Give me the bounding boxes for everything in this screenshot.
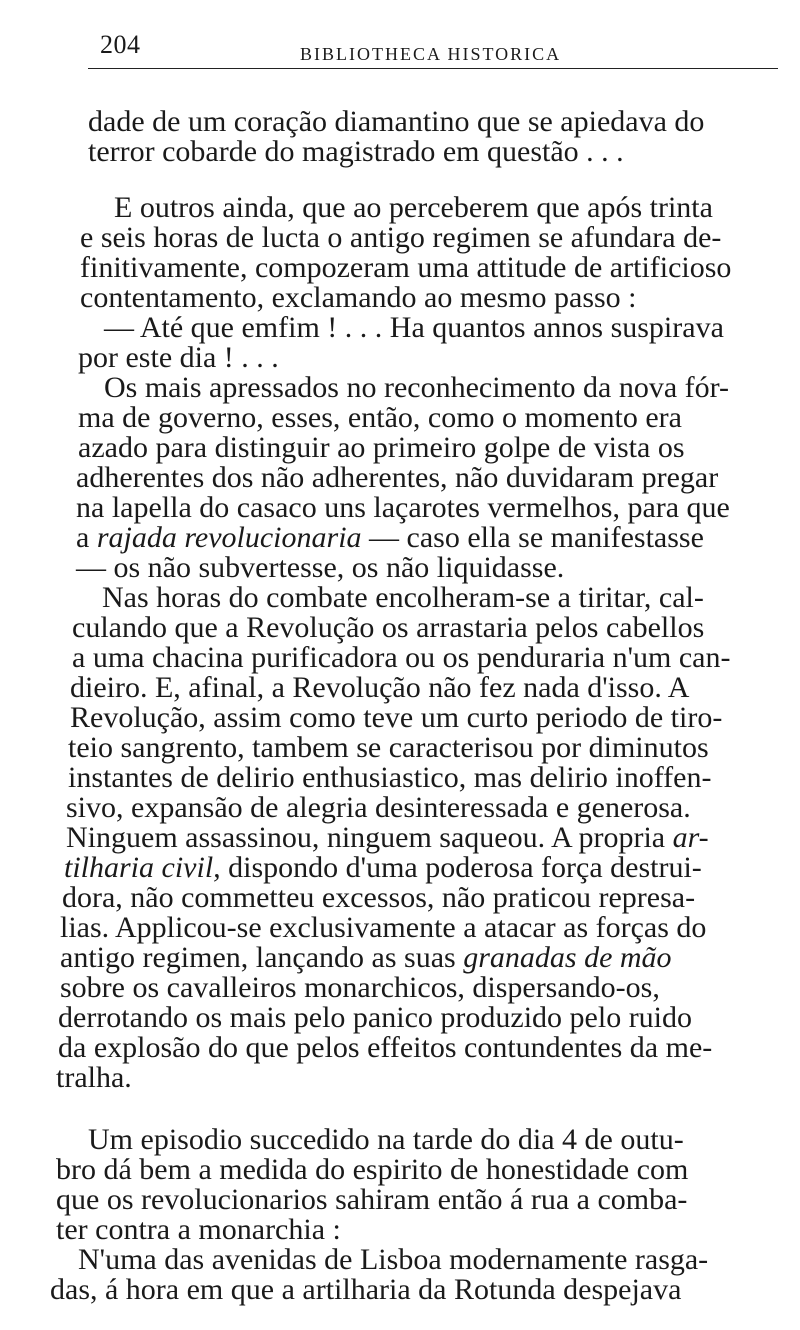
italic-phrase: granadas de mão (463, 941, 672, 974)
text-line: terror cobarde do magistrado em questão . . . (88, 135, 624, 168)
text-line: sivo, expansão de alegria desinteressada e generosa. (66, 791, 691, 824)
text-line: culando que a Revolução os arrastaria pelos cabellos (72, 611, 705, 644)
text-line: E outros ainda, que ao perceberem que após trinta (114, 191, 713, 224)
text-line: que os revolucionarios sahiram então á rua a comba- (56, 1183, 688, 1216)
line-text: Ninguem assassinou, ninguem saqueou. A propria (66, 821, 673, 854)
text-line: das, á hora em que a artilharia da Rotunda despejava (50, 1273, 682, 1306)
line-text: antigo regimen, lançando as suas (60, 941, 464, 974)
text-line: bro dá bem a medida do espirito de honestidade com (56, 1153, 689, 1186)
text-line: instantes de delirio enthusiastico, mas delirio inoffen- (68, 761, 712, 794)
text-line: ma de governo, esses, então, como o momento era (78, 401, 682, 434)
text-line: dora, não commetteu excessos, não praticou represa- (62, 881, 696, 914)
italic-phrase: rajada revolucionaria (96, 521, 362, 554)
text-line: Revolução, assim como teve um curto periodo de tiro- (70, 701, 723, 734)
text-line: — os não subvertesse, os não liquidasse. (76, 551, 565, 584)
italic-phrase: ar- (672, 821, 709, 854)
text-line: — Até que emfim ! . . . Ha quantos annos suspirava (104, 311, 724, 344)
text-line: por este dia ! . . . (78, 341, 279, 374)
text-line: na lapella do casaco uns laçarotes vermelhos, para que (76, 491, 730, 524)
text-line: a uma chacina purificadora ou os penduraria n'um can- (72, 641, 731, 674)
text-line: e seis horas de lucta o antigo regimen se afundara de- (80, 221, 722, 254)
running-title: BIBLIOTHECA HISTORICA (300, 44, 562, 64)
text-line: sobre os cavalleiros monarchicos, dispersando-os, (60, 971, 660, 1004)
text-line: dieiro. E, afinal, a Revolução não fez nada d'isso. A (70, 671, 690, 704)
text-line: Um episodio succedido na tarde do dia 4 de outu- (88, 1123, 684, 1156)
header-rule (88, 68, 778, 69)
line-text: dispondo d'uma poderosa força destrui- (220, 851, 702, 884)
text-line: derrotando os mais pelo panico produzido pelo ruido (58, 1001, 693, 1034)
page-header (88, 28, 778, 82)
text-line: Nas horas do combate encolheram-se a tiritar, cal- (102, 581, 704, 614)
text-line: azado para distinguir ao primeiro golpe de vista os (78, 431, 685, 464)
italic-phrase: tilharia civil, (64, 851, 221, 884)
text-line: finitivamente, compozeram uma attitude de artificioso (80, 251, 732, 284)
text-line: da explosão do que pelos effeitos contundentes da me- (58, 1031, 713, 1064)
line-text: a (76, 521, 97, 554)
line-text: — caso ella se manifestasse (361, 521, 704, 554)
text-line: dade de um coração diamantino que se apiedava do (88, 105, 705, 138)
text-line: Os mais apressados no reconhecimento da nova fór- (104, 371, 730, 404)
text-line: ter contra a monarchia : (56, 1213, 341, 1246)
text-line: tralha. (56, 1061, 132, 1094)
text-line: adherentes dos não adherentes, não duvidaram pregar (76, 461, 719, 494)
text-line: contentamento, exclamando ao mesmo passo : (80, 281, 637, 314)
text-line: teio sangrento, tambem se caracterisou por diminutos (68, 731, 709, 764)
page-number: 204 (100, 30, 141, 59)
text-line: lias. Applicou-se exclusivamente a atacar as forças do (60, 911, 707, 944)
text-line: N'uma das avenidas de Lisboa modernamente rasga- (78, 1243, 709, 1276)
